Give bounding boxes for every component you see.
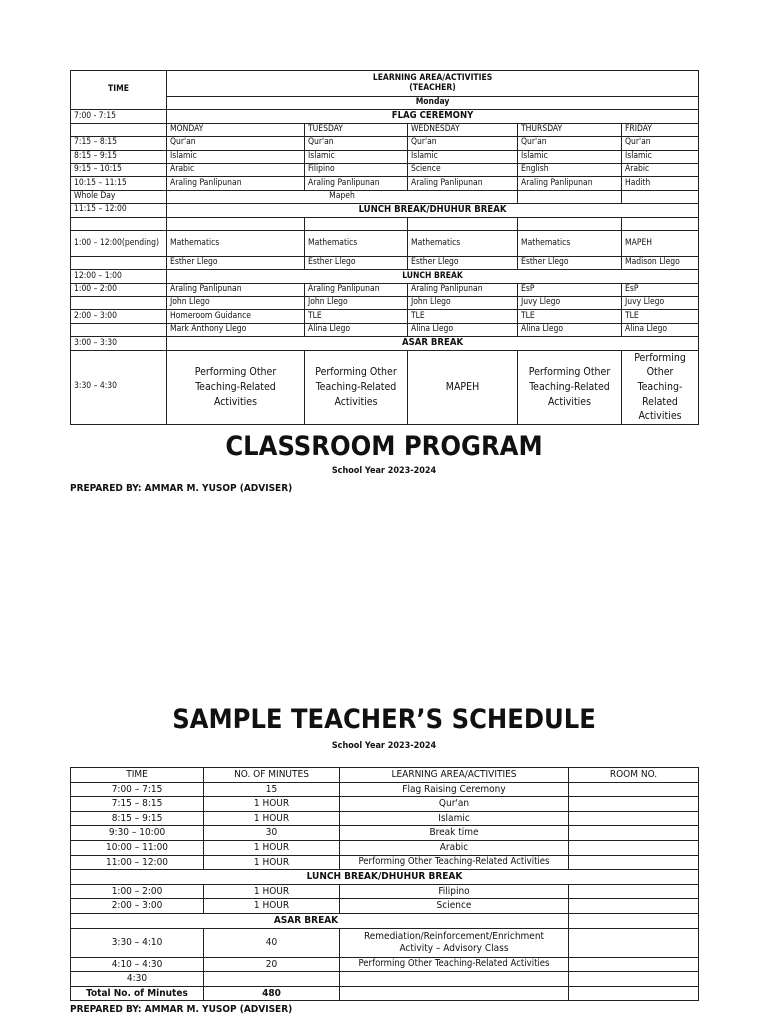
table-row xyxy=(71,826,699,841)
table-row xyxy=(71,811,699,826)
subject-cell: Mathematics xyxy=(167,230,305,256)
room-cell xyxy=(569,972,699,987)
table-header-row xyxy=(71,768,699,783)
minutes-cell: 1 HOUR xyxy=(204,884,340,899)
time-cell: 4:10 – 4:30 xyxy=(71,957,204,972)
time-cell: 4:30 xyxy=(71,972,204,987)
day-header: FRIDAY xyxy=(622,123,699,136)
page-title: CLASSROOM PROGRAM xyxy=(225,431,543,462)
learning-area-header: LEARNING AREA/ACTIVITIES (TEACHER) xyxy=(167,71,699,97)
time-cell: 8:15 – 9:15 xyxy=(71,150,167,163)
table-row xyxy=(71,350,699,424)
subject-cell: Hadith xyxy=(622,177,699,190)
time-cell: 2:00 – 3:00 xyxy=(71,310,167,323)
subject-cell: MAPEH xyxy=(622,230,699,256)
table-row xyxy=(71,323,699,336)
room-cell xyxy=(569,957,699,972)
table-row xyxy=(71,177,699,190)
activity-cell: Filipino xyxy=(340,884,569,899)
room-cell xyxy=(569,840,699,855)
room-cell xyxy=(569,797,699,812)
school-year: School Year 2023-2024 xyxy=(331,466,437,476)
table-row xyxy=(71,884,699,899)
subject-cell: Arabic xyxy=(622,163,699,176)
time-cell: 7:15 – 8:15 xyxy=(71,137,167,150)
subject-cell: EsP xyxy=(518,283,622,296)
minutes-cell: 1 HOUR xyxy=(204,899,340,914)
minutes-cell: 40 xyxy=(204,928,340,957)
day-header: THURSDAY xyxy=(518,123,622,136)
table-row xyxy=(71,150,699,163)
subject-cell: Homeroom Guidance xyxy=(167,310,305,323)
room-cell xyxy=(569,826,699,841)
teacher-cell: John Llego xyxy=(408,297,518,310)
table-row xyxy=(71,256,699,269)
total-label: Total No. of Minutes xyxy=(71,986,204,1001)
table-row xyxy=(71,899,699,914)
day-header: MONDAY xyxy=(167,123,305,136)
activity-cell: Islamic xyxy=(340,811,569,826)
subject-cell: Araling Panlipunan xyxy=(518,177,622,190)
table-row xyxy=(71,310,699,323)
monday-heading: Monday xyxy=(167,97,699,110)
minutes-cell: 1 HOUR xyxy=(204,840,340,855)
subject-cell: Qur'an xyxy=(305,137,408,150)
flag-ceremony-label: FLAG CEREMONY xyxy=(167,110,699,123)
subject-cell: Qur'an xyxy=(167,137,305,150)
table-row xyxy=(71,71,699,97)
teacher-cell: Alina Llego xyxy=(305,323,408,336)
subject-cell: MAPEH xyxy=(408,350,518,424)
activity-cell: Performing Other Teaching-Related Activities xyxy=(340,855,569,870)
minutes-cell: 20 xyxy=(204,957,340,972)
subject-cell: Filipino xyxy=(305,163,408,176)
time-cell: Whole Day xyxy=(71,190,167,203)
teacher-cell: Alina Llego xyxy=(408,323,518,336)
time-cell: 3:30 – 4:30 xyxy=(71,350,167,424)
time-cell: 1:00 – 2:00 xyxy=(71,884,204,899)
time-cell: 7:00 – 7:15 xyxy=(71,782,204,797)
time-cell: 1:00 – 12:00(pending) xyxy=(71,230,167,256)
day-header: WEDNESDAY xyxy=(408,123,518,136)
prepared-by: PREPARED BY: AMMAR M. YUSOP (ADVISER) xyxy=(70,483,293,494)
table-row xyxy=(71,337,699,350)
subject-cell: TLE xyxy=(622,310,699,323)
activity-cell: Flag Raising Ceremony xyxy=(340,782,569,797)
room-cell xyxy=(569,782,699,797)
subject-cell: Islamic xyxy=(305,150,408,163)
time-cell: 10:00 – 11:00 xyxy=(71,840,204,855)
teacher-cell: Esther Llego xyxy=(305,256,408,269)
column-header: NO. OF MINUTES xyxy=(204,768,340,783)
subject-cell: Qur'an xyxy=(408,137,518,150)
teacher-cell: Esther Llego xyxy=(408,256,518,269)
column-header: LEARNING AREA/ACTIVITIES xyxy=(340,768,569,783)
activity-cell: Performing Other Teaching-Related Activities xyxy=(340,957,569,972)
activity-cell: Arabic xyxy=(340,840,569,855)
lunch-break-label: LUNCH BREAK/DHUHUR BREAK xyxy=(71,870,699,885)
teacher-schedule-table xyxy=(70,767,699,1001)
subject-cell: Qur'an xyxy=(518,137,622,150)
subject-cell: English xyxy=(518,163,622,176)
table-row xyxy=(71,870,699,885)
subject-cell: Mathematics xyxy=(518,230,622,256)
table-row xyxy=(71,270,699,283)
school-year: School Year 2023-2024 xyxy=(331,741,437,751)
table-row xyxy=(71,163,699,176)
whole-day-label: Mapeh xyxy=(167,190,518,203)
table-row xyxy=(71,230,699,256)
subject-cell: Performing Other Teaching-Related Activities xyxy=(167,350,305,424)
room-cell xyxy=(569,855,699,870)
subject-cell: Islamic xyxy=(167,150,305,163)
subject-cell: Araling Panlipunan xyxy=(408,177,518,190)
subject-cell: Araling Panlipunan xyxy=(167,283,305,296)
time-cell: 7:00 - 7:15 xyxy=(71,110,167,123)
activity-cell xyxy=(340,972,569,987)
table-row xyxy=(71,913,699,928)
time-cell: 3:00 – 3:30 xyxy=(71,337,167,350)
time-cell: 9:30 – 10:00 xyxy=(71,826,204,841)
total-value: 480 xyxy=(204,986,340,1001)
column-header: ROOM NO. xyxy=(569,768,699,783)
time-header: TIME xyxy=(71,71,167,110)
day-header-row xyxy=(71,123,699,136)
subject-cell: TLE xyxy=(518,310,622,323)
subject-cell: Araling Panlipunan xyxy=(408,283,518,296)
schedule-title: SAMPLE TEACHER’S SCHEDULE xyxy=(172,704,596,735)
subject-cell: Science xyxy=(408,163,518,176)
subject-cell: Islamic xyxy=(518,150,622,163)
minutes-cell: 1 HOUR xyxy=(204,811,340,826)
subject-cell: Islamic xyxy=(622,150,699,163)
activity-cell: Break time xyxy=(340,826,569,841)
minutes-cell: 1 HOUR xyxy=(204,855,340,870)
classroom-program-table xyxy=(70,70,699,425)
teacher-cell: Mark Anthony Llego xyxy=(167,323,305,336)
lunch-break-label: LUNCH BREAK xyxy=(167,270,699,283)
subject-cell: Araling Panlipunan xyxy=(305,283,408,296)
subject-cell: TLE xyxy=(305,310,408,323)
time-cell: 7:15 – 8:15 xyxy=(71,797,204,812)
time-cell: 8:15 – 9:15 xyxy=(71,811,204,826)
subject-cell: Performing Other Teaching-Related Activities xyxy=(305,350,408,424)
teacher-cell: Juvy Llego xyxy=(518,297,622,310)
time-cell: 11:00 – 12:00 xyxy=(71,855,204,870)
room-cell xyxy=(569,928,699,957)
teacher-cell: Alina Llego xyxy=(518,323,622,336)
teacher-cell: Juvy Llego xyxy=(622,297,699,310)
teacher-cell: Esther Llego xyxy=(167,256,305,269)
subject-cell: Qur'an xyxy=(622,137,699,150)
table-row xyxy=(71,782,699,797)
table-row xyxy=(71,972,699,987)
room-cell xyxy=(569,811,699,826)
teacher-cell: Alina Llego xyxy=(622,323,699,336)
column-header: TIME xyxy=(71,768,204,783)
subject-cell: Mathematics xyxy=(408,230,518,256)
subject-cell: Islamic xyxy=(408,150,518,163)
lunch-break-label: LUNCH BREAK/DHUHUR BREAK xyxy=(167,204,699,217)
table-row xyxy=(71,928,699,957)
table-row xyxy=(71,137,699,150)
table-row xyxy=(71,110,699,123)
subject-cell: Araling Panlipunan xyxy=(305,177,408,190)
teacher-cell: Esther Llego xyxy=(518,256,622,269)
room-cell xyxy=(569,899,699,914)
total-row xyxy=(71,986,699,1001)
table-row xyxy=(71,797,699,812)
table-row xyxy=(71,855,699,870)
teacher-cell: John Llego xyxy=(167,297,305,310)
table-row xyxy=(71,217,699,230)
activity-cell: Qur'an xyxy=(340,797,569,812)
subject-cell: TLE xyxy=(408,310,518,323)
subject-cell: Performing Other Teaching-Related Activities xyxy=(518,350,622,424)
minutes-cell: 30 xyxy=(204,826,340,841)
subject-cell: Mathematics xyxy=(305,230,408,256)
table-row xyxy=(71,957,699,972)
table-row xyxy=(71,297,699,310)
time-cell: 9:15 – 10:15 xyxy=(71,163,167,176)
time-cell: 1:00 – 2:00 xyxy=(71,283,167,296)
prepared-by: PREPARED BY: AMMAR M. YUSOP (ADVISER) xyxy=(70,1004,293,1015)
time-cell: 3:30 – 4:10 xyxy=(71,928,204,957)
day-header: TUESDAY xyxy=(305,123,408,136)
minutes-cell xyxy=(204,972,340,987)
teacher-cell: Madison Llego xyxy=(622,256,699,269)
activity-cell: Remediation/Reinforcement/Enrichment Activity – Advisory Class xyxy=(340,928,569,957)
table-row xyxy=(71,283,699,296)
asar-break-label: ASAR BREAK xyxy=(71,913,569,928)
minutes-cell: 15 xyxy=(204,782,340,797)
time-cell: 2:00 – 3:00 xyxy=(71,899,204,914)
time-cell: 10:15 – 11:15 xyxy=(71,177,167,190)
table-row xyxy=(71,840,699,855)
subject-cell: EsP xyxy=(622,283,699,296)
room-cell xyxy=(569,884,699,899)
activity-cell: Science xyxy=(340,899,569,914)
table-row xyxy=(71,190,699,203)
subject-cell: Arabic xyxy=(167,163,305,176)
teacher-cell: John Llego xyxy=(305,297,408,310)
subject-cell: Araling Panlipunan xyxy=(167,177,305,190)
minutes-cell: 1 HOUR xyxy=(204,797,340,812)
asar-break-label: ASAR BREAK xyxy=(167,337,699,350)
table-row xyxy=(71,204,699,217)
subject-cell: Performing Other Teaching-Related Activities xyxy=(622,350,699,424)
time-cell: 12:00 – 1:00 xyxy=(71,270,167,283)
time-cell: 11:15 – 12:00 xyxy=(71,204,167,217)
